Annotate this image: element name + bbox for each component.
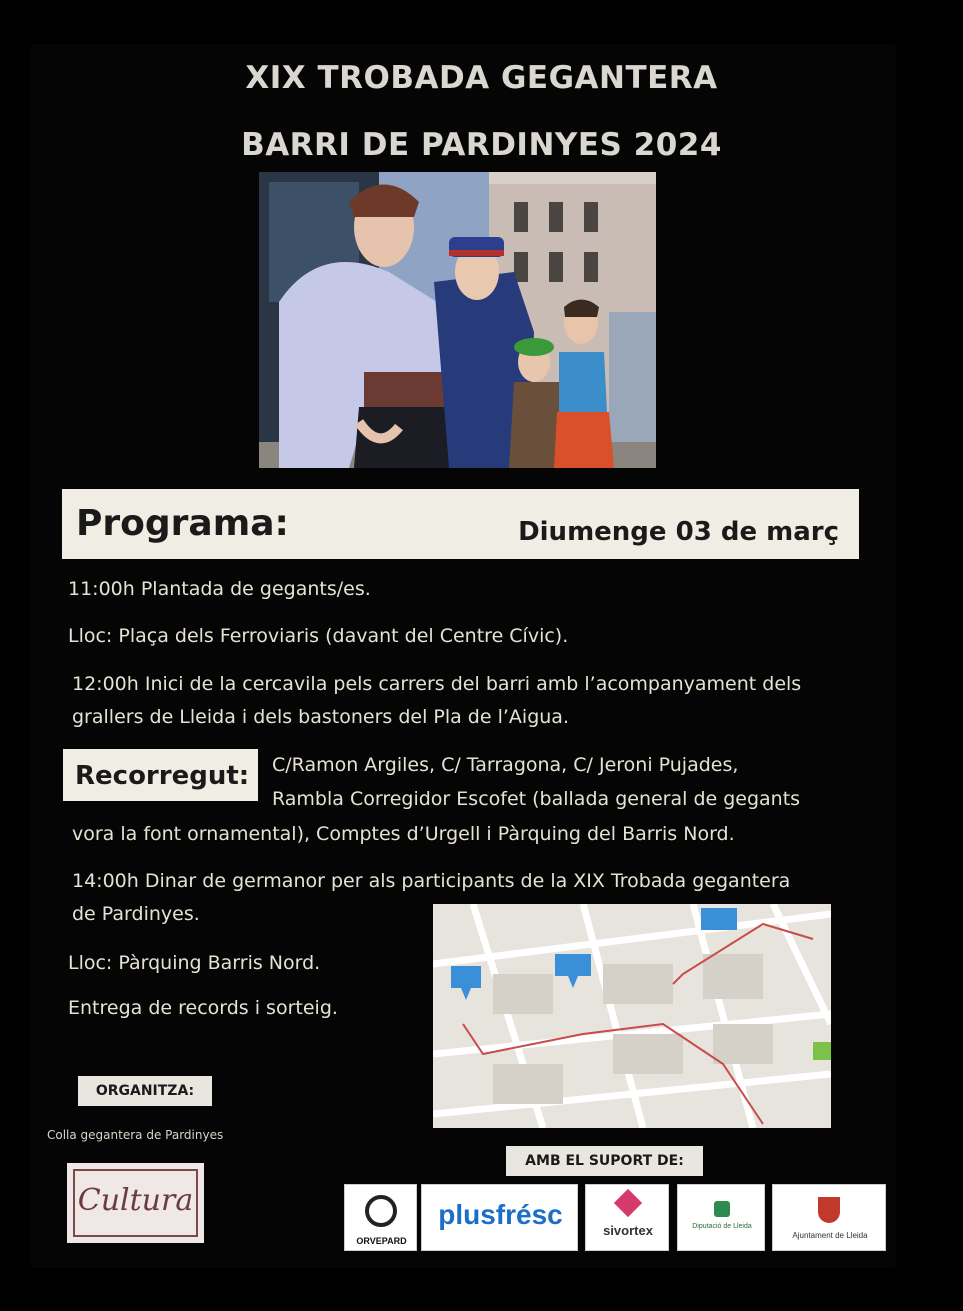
organitza-label: ORGANITZA: xyxy=(95,1083,195,1099)
colla-name: Colla gegantera de Pardinyes xyxy=(47,1128,224,1142)
route-line-2: Rambla Corregidor Escofet (ballada general de gegants xyxy=(272,788,801,810)
cultura-logo xyxy=(67,1163,204,1243)
programa-date: Diumenge 03 de març xyxy=(518,517,839,547)
route-line-1: C/Ramon Argiles, C/ Tarragona, C/ Jeroni Pujades, xyxy=(272,754,739,776)
schedule-line-5: Lloc: Pàrquing Barris Nord. xyxy=(68,952,321,974)
schedule-line-3b: grallers de Lleida i dels bastoners del Pla de l’Aigua. xyxy=(72,706,569,728)
title-line-1: XIX TROBADA GEGANTERA xyxy=(245,60,718,96)
support-label: AMB EL SUPORT DE: xyxy=(525,1153,684,1169)
schedule-line-1: 11:00h Plantada de gegants/es. xyxy=(68,578,371,600)
schedule-line-4a: 14:00h Dinar de germanor per als participants de la XIX Trobada gegantera xyxy=(72,870,791,892)
orvepard-logo xyxy=(344,1184,417,1251)
recorregut-label: Recorregut: xyxy=(75,761,250,791)
plusfresc-logo xyxy=(421,1184,578,1251)
ajuntament-text: Ajuntament de Lleida xyxy=(792,1231,868,1240)
giants-illustration xyxy=(259,172,656,468)
support-header xyxy=(506,1146,703,1176)
ajuntament-logo xyxy=(772,1184,886,1251)
schedule-line-4b: de Pardinyes. xyxy=(72,903,200,925)
diputacio-logo xyxy=(677,1184,765,1251)
programa-header xyxy=(62,489,859,559)
sivortex-logo xyxy=(585,1184,669,1251)
plusfresc-text: plusfrésc xyxy=(438,1199,563,1230)
route-line-3: vora la font ornamental), Comptes d’Urgell i Pàrquing del Barris Nord. xyxy=(72,823,735,845)
orvepard-text: ORVEPARD xyxy=(356,1236,407,1246)
map-illustration xyxy=(433,904,831,1128)
organitza-header xyxy=(78,1076,212,1106)
schedule-line-6: Entrega de records i sorteig. xyxy=(68,997,338,1019)
cultura-logo-text: Cultura xyxy=(77,1183,194,1218)
sivortex-text: sivortex xyxy=(603,1223,653,1238)
title-line-2: BARRI DE PARDINYES 2024 xyxy=(241,127,722,163)
diputacio-text: Diputació de Lleida xyxy=(692,1223,752,1230)
schedule-line-3a: 12:00h Inici de la cercavila pels carrers del barri amb l’acompanyament dels xyxy=(72,673,802,695)
recorregut-header xyxy=(63,749,258,801)
route-map xyxy=(433,904,831,1128)
programa-label: Programa: xyxy=(76,503,289,544)
schedule-line-2: Lloc: Plaça dels Ferroviaris (davant del Centre Cívic). xyxy=(68,625,569,647)
giants-photo xyxy=(259,172,656,468)
